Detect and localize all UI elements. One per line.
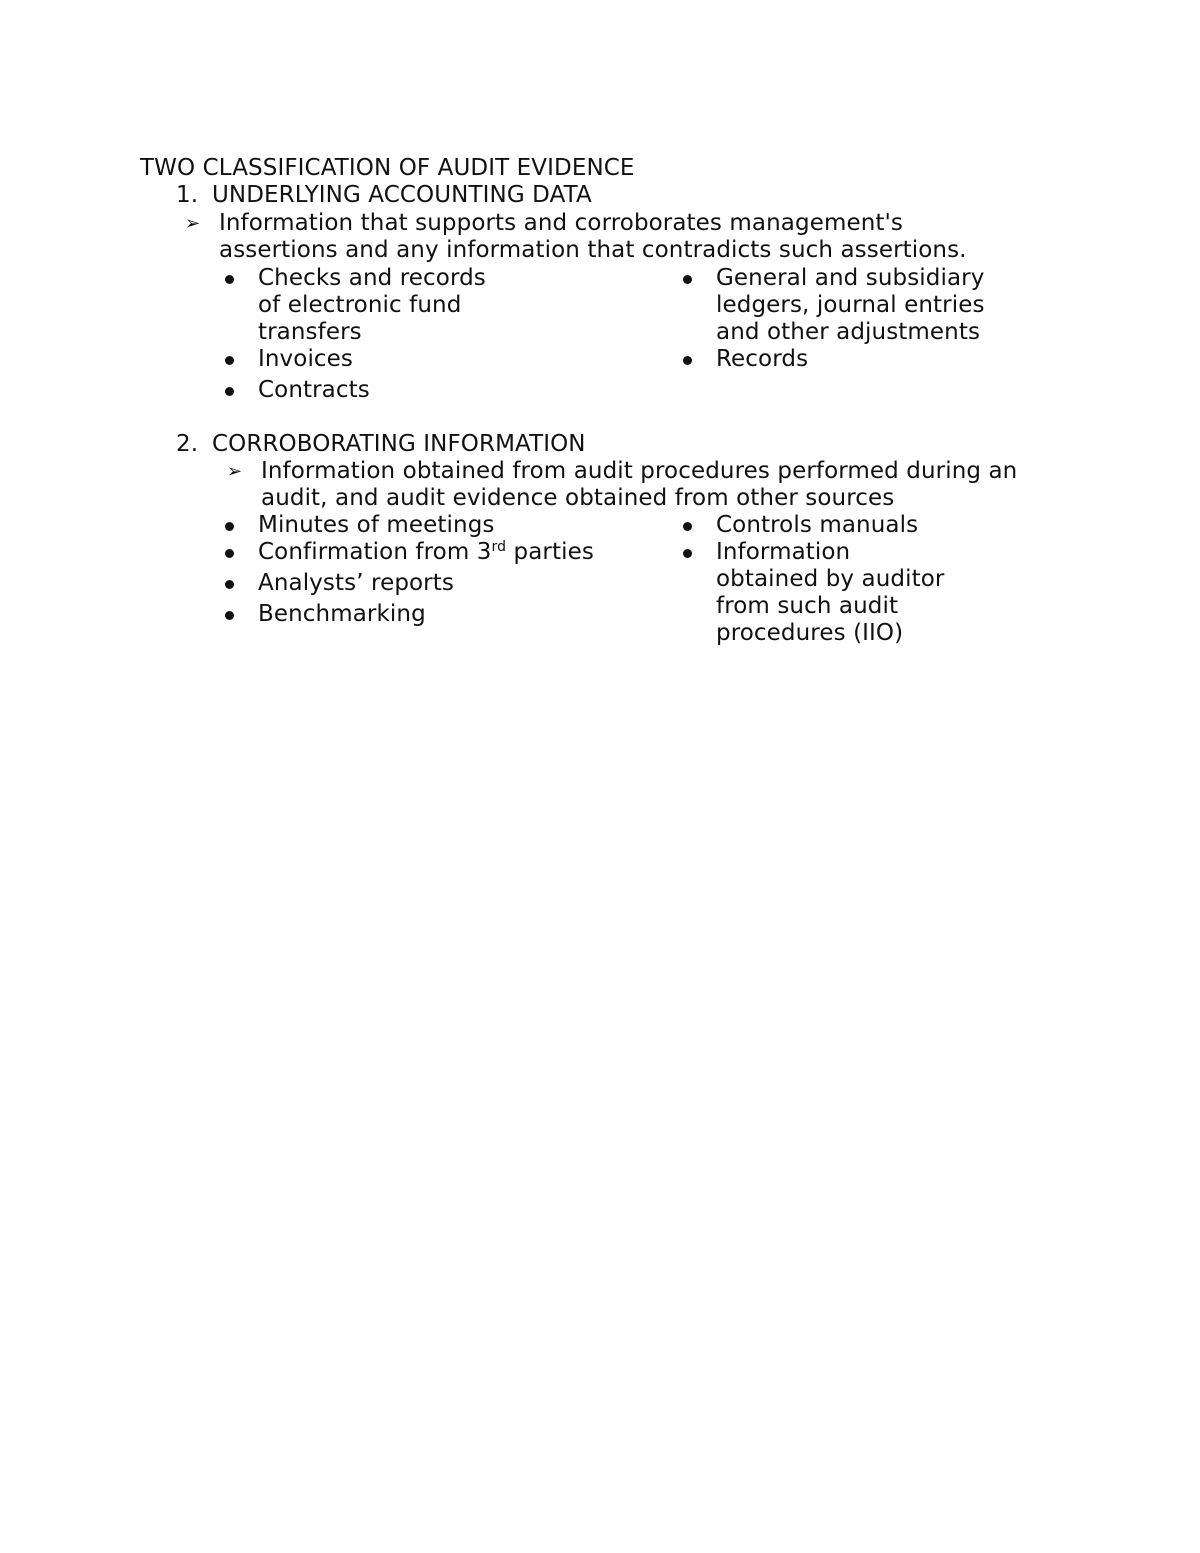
list-item-line: Minutes of meetings: [258, 512, 495, 538]
bullet-dot-icon: [225, 611, 234, 620]
list-item-text: parties: [506, 539, 594, 565]
list-item-line: and other adjustments: [716, 319, 981, 345]
list-item-line: obtained by auditor: [716, 566, 945, 592]
section-1-number: 1.: [176, 182, 199, 208]
section-2-description-line-2: audit, and audit evidence obtained from other sources: [261, 485, 895, 511]
list-item-line: General and subsidiary: [716, 265, 985, 291]
list-item-line: Benchmarking: [258, 601, 426, 627]
list-item-line: Records: [716, 346, 809, 372]
section-2-title: CORROBORATING INFORMATION: [212, 431, 586, 457]
section-1-description-line-2: assertions and any information that contradicts such assertions.: [219, 237, 967, 263]
list-item-line: ledgers, journal entries: [716, 292, 985, 318]
bullet-dot-icon: [683, 356, 692, 365]
bullet-dot-icon: [683, 275, 692, 284]
list-item-line: transfers: [258, 319, 362, 345]
section-1-title: UNDERLYING ACCOUNTING DATA: [212, 182, 592, 208]
section-1-description-line-1: Information that supports and corroborates management's: [219, 210, 903, 236]
list-item-line: Controls manuals: [716, 512, 919, 538]
bullet-dot-icon: [683, 522, 692, 531]
list-item-line: Analysts’ reports: [258, 570, 454, 596]
arrow-bullet-icon: ➢: [185, 213, 201, 234]
section-2-description-line-1: Information obtained from audit procedures performed during an: [261, 458, 1018, 484]
list-item-line: Invoices: [258, 346, 354, 372]
ordinal-superscript: rd: [491, 539, 507, 555]
list-item-line: Contracts: [258, 377, 370, 403]
list-item-line: [258, 539, 594, 566]
bullet-dot-icon: [225, 275, 234, 284]
list-item-line: procedures (IIO): [716, 620, 904, 646]
bullet-dot-icon: [683, 549, 692, 558]
section-2-number: 2.: [176, 431, 199, 457]
list-item-line: from such audit: [716, 593, 899, 619]
bullet-dot-icon: [225, 580, 234, 589]
bullet-dot-icon: [225, 522, 234, 531]
document-title: TWO CLASSIFICATION OF AUDIT EVIDENCE: [140, 155, 635, 181]
arrow-bullet-icon: ➢: [227, 461, 243, 482]
section-1-heading: [176, 182, 592, 209]
list-item-text: Confirmation from 3: [258, 539, 492, 565]
section-2-heading: [176, 431, 586, 458]
list-item-line: of electronic fund: [258, 292, 462, 318]
bullet-dot-icon: [225, 356, 234, 365]
list-item-line: Information: [716, 539, 851, 565]
bullet-dot-icon: [225, 387, 234, 396]
list-item-line: Checks and records: [258, 265, 486, 291]
bullet-dot-icon: [225, 549, 234, 558]
